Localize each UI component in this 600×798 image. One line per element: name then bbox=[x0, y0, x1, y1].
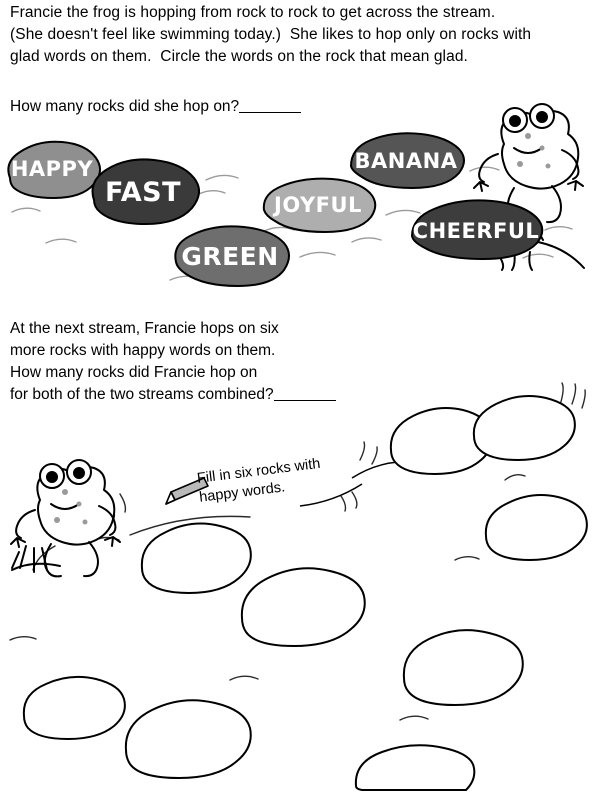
blank-rock-8[interactable] bbox=[18, 668, 128, 742]
question-2-line-3: How many rocks did Francie hop on bbox=[10, 364, 258, 381]
annotation-line-2: happy words. bbox=[198, 479, 286, 506]
question-2-line-2: more rocks with happy words on them. bbox=[10, 342, 276, 359]
rock-word: GREEN bbox=[181, 241, 279, 271]
question-2-line-1: At the next stream, Francie hops on six bbox=[10, 320, 279, 337]
blank-rock-9[interactable] bbox=[350, 738, 476, 798]
rock-word: FAST bbox=[104, 176, 182, 208]
rock-word: HAPPY bbox=[10, 157, 94, 181]
annotation-line-1: Fill in six rocks with bbox=[196, 455, 322, 487]
question-2-line-4: for both of the two streams combined? bbox=[10, 386, 274, 403]
blank-rock-7[interactable] bbox=[120, 690, 258, 782]
blank-rock-2[interactable] bbox=[468, 388, 580, 464]
intro-line-3: glad words on them. Circle the words on the rock that mean glad. bbox=[10, 48, 468, 65]
rock-word: JOYFUL bbox=[274, 193, 362, 217]
question-1-text: How many rocks did she hop on? bbox=[10, 98, 240, 115]
blank-rock-6[interactable] bbox=[398, 620, 528, 708]
blank-rock-3[interactable] bbox=[480, 486, 590, 564]
rock-word: CHEERFUL bbox=[412, 219, 540, 243]
blank-rock-5[interactable] bbox=[236, 558, 372, 650]
rock-word: BANANA bbox=[354, 149, 458, 173]
intro-line-2: (She doesn't feel like swimming today.) She likes to hop only on rocks with bbox=[10, 26, 532, 43]
intro-line-1: Francie the frog is hopping from rock to rock to get across the stream. bbox=[10, 4, 496, 21]
